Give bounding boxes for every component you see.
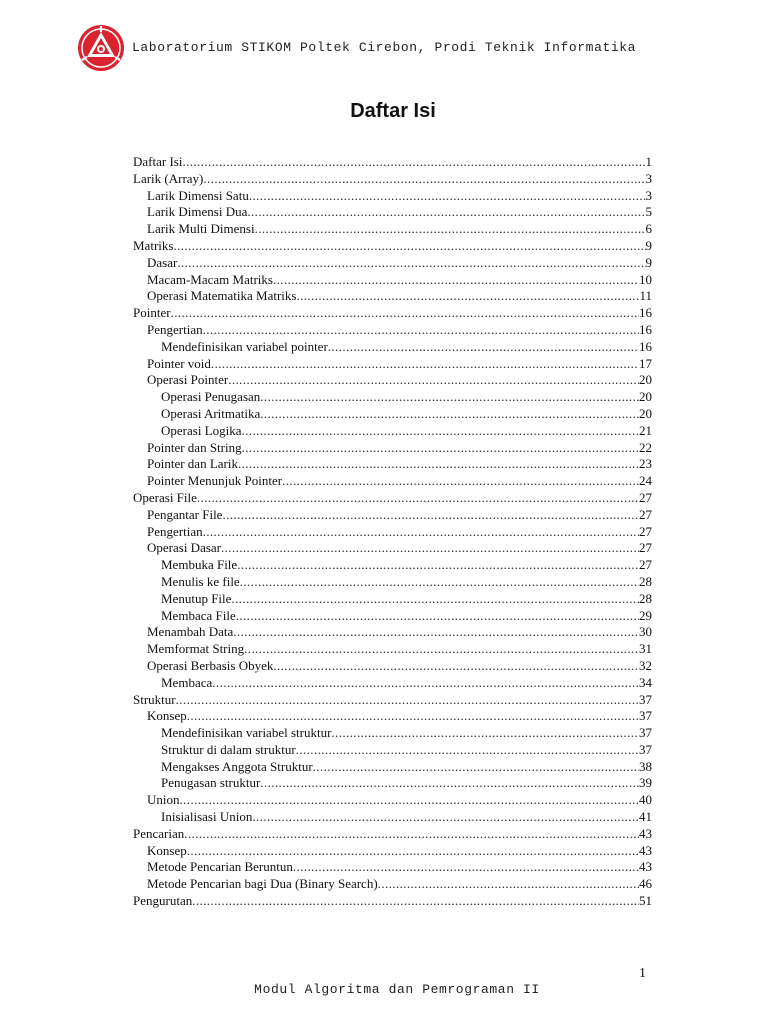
toc-entry[interactable] [133, 490, 652, 507]
toc-entry-page: 20 [639, 389, 652, 405]
toc-entry-page: 51 [639, 893, 652, 909]
toc-entry[interactable] [133, 238, 652, 255]
toc-entry[interactable] [133, 456, 652, 473]
toc-entry-label: Pointer dan String [147, 439, 242, 455]
toc-entry[interactable] [133, 624, 652, 641]
toc-entry-label: Operasi Penugasan [161, 389, 261, 405]
toc-entry-page: 20 [639, 372, 652, 388]
toc-dot-leader [252, 809, 639, 826]
toc-entry[interactable] [133, 675, 652, 692]
toc-entry-label: Daftar Isi [133, 154, 183, 169]
toc-entry-page: 6 [645, 221, 652, 237]
toc-entry-label: Pointer void [147, 355, 211, 371]
toc-dot-leader [331, 725, 639, 742]
toc-entry-label: Pengertian [147, 321, 203, 337]
toc-entry[interactable] [133, 154, 652, 171]
toc-entry-page: 39 [639, 775, 652, 791]
toc-entry[interactable] [133, 826, 652, 843]
toc-entry-label: Operasi Aritmatika [161, 405, 261, 421]
toc-entry-label: Pengertian [147, 523, 203, 539]
toc-entry-page: 37 [639, 741, 652, 757]
toc-entry[interactable] [133, 658, 652, 675]
toc-dot-leader [231, 591, 639, 608]
toc-dot-leader [203, 524, 639, 541]
toc-dot-leader [293, 859, 639, 876]
toc-entry-label: Menambah Data [147, 624, 234, 640]
toc-entry[interactable] [133, 356, 652, 373]
toc-entry-label: Konsep [147, 842, 187, 858]
page-header [0, 0, 768, 90]
toc-entry-label: Memformat String [147, 641, 245, 657]
toc-entry-label: Menutup File [161, 590, 232, 606]
toc-entry-label: Operasi File [133, 489, 197, 505]
toc-entry-page: 17 [639, 355, 652, 371]
toc-entry-label: Membuka File [161, 557, 238, 573]
toc-entry-label: Pengurutan [133, 893, 193, 909]
toc-entry-label: Operasi Berbasis Obyek [147, 657, 274, 673]
toc-entry-page: 16 [639, 321, 652, 337]
toc-dot-leader [244, 641, 639, 658]
toc-dot-leader [187, 708, 639, 725]
toc-entry-label: Konsep [147, 708, 187, 724]
table-of-contents [133, 154, 652, 910]
toc-entry-page: 28 [639, 573, 652, 589]
toc-entry-page: 41 [639, 809, 652, 825]
toc-entry-label: Struktur [133, 691, 176, 707]
toc-entry-label: Operasi Pointer [147, 372, 229, 388]
toc-entry[interactable] [133, 557, 652, 574]
toc-dot-leader [378, 876, 639, 893]
toc-entry[interactable] [133, 440, 652, 457]
toc-dot-leader [177, 255, 645, 272]
toc-dot-leader [228, 372, 639, 389]
toc-entry[interactable] [133, 171, 652, 188]
toc-dot-leader [182, 154, 645, 171]
toc-entry-label: Membaca File [161, 607, 236, 623]
toc-dot-leader [273, 658, 639, 675]
toc-entry[interactable] [133, 792, 652, 809]
toc-entry-label: Larik Dimensi Dua [147, 204, 248, 220]
toc-entry-label: Metode Pencarian bagi Dua (Binary Search) [147, 876, 378, 892]
page-title: Daftar Isi [350, 100, 436, 122]
toc-entry[interactable] [133, 540, 652, 557]
toc-entry-page: 40 [639, 792, 652, 808]
toc-entry[interactable] [133, 591, 652, 608]
toc-entry-page: 46 [639, 876, 652, 892]
toc-entry-page: 27 [639, 540, 652, 556]
toc-dot-leader [211, 356, 639, 373]
toc-entry[interactable] [133, 288, 652, 305]
toc-entry[interactable] [133, 272, 652, 289]
toc-dot-leader [260, 406, 639, 423]
toc-entry-page: 37 [639, 691, 652, 707]
toc-entry[interactable] [133, 507, 652, 524]
toc-dot-leader [328, 339, 639, 356]
toc-entry-label: Dasar [147, 254, 178, 270]
toc-dot-leader [171, 305, 639, 322]
toc-entry-page: 27 [639, 523, 652, 539]
toc-entry[interactable] [133, 305, 652, 322]
toc-entry-page: 3 [645, 170, 652, 186]
toc-entry-page: 27 [639, 557, 652, 573]
page-number: 1 [639, 966, 646, 981]
toc-entry-page: 30 [639, 624, 652, 640]
toc-dot-leader [240, 574, 639, 591]
toc-dot-leader [221, 540, 639, 557]
toc-entry-page: 9 [645, 254, 652, 270]
toc-dot-leader [273, 272, 639, 289]
toc-entry-label: Larik Multi Dimensi [147, 221, 255, 237]
toc-entry-label: Operasi Matematika Matriks [147, 288, 297, 304]
toc-entry[interactable] [133, 372, 652, 389]
toc-entry-label: Penugasan struktur [161, 775, 261, 791]
toc-entry[interactable] [133, 322, 652, 339]
toc-entry-label: Operasi Dasar [147, 540, 221, 556]
toc-entry-page: 5 [645, 204, 652, 220]
toc-entry[interactable] [133, 255, 652, 272]
toc-entry-label: Matriks [133, 237, 174, 253]
toc-entry[interactable] [133, 742, 652, 759]
toc-entry[interactable] [133, 423, 652, 440]
toc-dot-leader [282, 473, 639, 490]
toc-entry-label: Pencarian [133, 825, 185, 841]
toc-entry-page: 22 [639, 439, 652, 455]
toc-dot-leader [180, 792, 640, 809]
toc-entry-label: Union [147, 792, 180, 808]
toc-entry-label: Pointer [133, 305, 171, 321]
page-footer: Modul Algoritma dan Pemrograman II [254, 982, 540, 997]
toc-dot-leader [197, 490, 639, 507]
toc-entry[interactable] [133, 692, 652, 709]
toc-entry-label: Pointer Menunjuk Pointer [147, 473, 283, 489]
toc-dot-leader [176, 692, 639, 709]
toc-entry-page: 16 [639, 338, 652, 354]
toc-entry-page: 10 [639, 271, 652, 287]
toc-entry-page: 43 [639, 825, 652, 841]
toc-dot-leader [222, 507, 639, 524]
toc-entry-page: 32 [639, 657, 652, 673]
toc-dot-leader [184, 826, 639, 843]
toc-entry-page: 37 [639, 725, 652, 741]
toc-entry[interactable] [133, 775, 652, 792]
toc-entry-label: Macam-Macam Matriks [147, 271, 273, 287]
toc-entry-label: Struktur di dalam struktur [161, 741, 296, 757]
toc-dot-leader [247, 204, 645, 221]
toc-entry[interactable] [133, 708, 652, 725]
toc-entry[interactable] [133, 893, 652, 910]
toc-entry[interactable] [133, 204, 652, 221]
toc-entry-label: Larik Dimensi Satu [147, 187, 249, 203]
toc-dot-leader [296, 742, 639, 759]
toc-dot-leader [238, 456, 639, 473]
toc-entry-label: Inisialisasi Union [161, 809, 253, 825]
toc-entry-page: 31 [639, 641, 652, 657]
toc-entry-label: Operasi Logika [161, 422, 242, 438]
toc-entry-page: 29 [639, 607, 652, 623]
toc-entry-page: 20 [639, 405, 652, 421]
toc-entry[interactable] [133, 809, 652, 826]
toc-dot-leader [249, 188, 646, 205]
toc-entry-label: Menulis ke file [161, 573, 240, 589]
toc-dot-leader [236, 608, 639, 625]
toc-entry-page: 11 [639, 288, 652, 304]
toc-entry-page: 37 [639, 708, 652, 724]
toc-dot-leader [237, 557, 639, 574]
toc-entry-page: 1 [645, 154, 652, 169]
toc-entry[interactable] [133, 843, 652, 860]
toc-entry-label: Membaca [161, 674, 213, 690]
toc-entry[interactable] [133, 406, 652, 423]
toc-dot-leader [255, 221, 646, 238]
toc-entry-label: Pointer dan Larik [147, 456, 238, 472]
toc-entry-label: Larik (Array) [133, 170, 204, 186]
toc-entry-page: 21 [639, 422, 652, 438]
toc-entry[interactable] [133, 641, 652, 658]
toc-entry-page: 27 [639, 489, 652, 505]
toc-entry-page: 9 [645, 237, 652, 253]
toc-dot-leader [296, 288, 639, 305]
toc-dot-leader [192, 893, 639, 910]
toc-entry[interactable] [133, 389, 652, 406]
toc-entry[interactable] [133, 188, 652, 205]
toc-entry-page: 27 [639, 506, 652, 522]
toc-dot-leader [203, 322, 639, 339]
toc-dot-leader [173, 238, 645, 255]
toc-entry-label: Mengakses Anggota Struktur [161, 758, 313, 774]
toc-entry[interactable] [133, 574, 652, 591]
toc-entry[interactable] [133, 759, 652, 776]
toc-entry-label: Pengantar File [147, 506, 223, 522]
toc-dot-leader [242, 423, 639, 440]
toc-entry-page: 3 [645, 187, 652, 203]
toc-entry[interactable] [133, 725, 652, 742]
toc-entry-page: 43 [639, 842, 652, 858]
toc-entry[interactable] [133, 608, 652, 625]
toc-entry-label: Mendefinisikan variabel pointer [161, 338, 328, 354]
toc-entry[interactable] [133, 524, 652, 541]
toc-entry-page: 43 [639, 859, 652, 875]
toc-entry-label: Metode Pencarian Beruntun [147, 859, 293, 875]
toc-entry-page: 23 [639, 456, 652, 472]
institution-logo-icon [77, 24, 125, 72]
toc-entry-page: 16 [639, 305, 652, 321]
toc-dot-leader [212, 675, 639, 692]
header-text: Laboratorium STIKOM Poltek Cirebon, Prodi Teknik Informatika [132, 40, 637, 55]
toc-dot-leader [233, 624, 639, 641]
toc-dot-leader [242, 440, 639, 457]
toc-dot-leader [260, 389, 639, 406]
toc-entry-page: 24 [639, 473, 652, 489]
toc-entry[interactable] [133, 876, 652, 893]
toc-entry-page: 34 [639, 674, 652, 690]
toc-entry[interactable] [133, 339, 652, 356]
toc-dot-leader [187, 843, 639, 860]
toc-entry[interactable] [133, 221, 652, 238]
toc-entry[interactable] [133, 473, 652, 490]
toc-dot-leader [203, 171, 645, 188]
toc-entry-page: 38 [639, 758, 652, 774]
toc-dot-leader [313, 759, 639, 776]
toc-dot-leader [260, 775, 639, 792]
toc-entry-page: 28 [639, 590, 652, 606]
toc-entry-label: Mendefinisikan variabel struktur [161, 725, 332, 741]
toc-entry[interactable] [133, 859, 652, 876]
